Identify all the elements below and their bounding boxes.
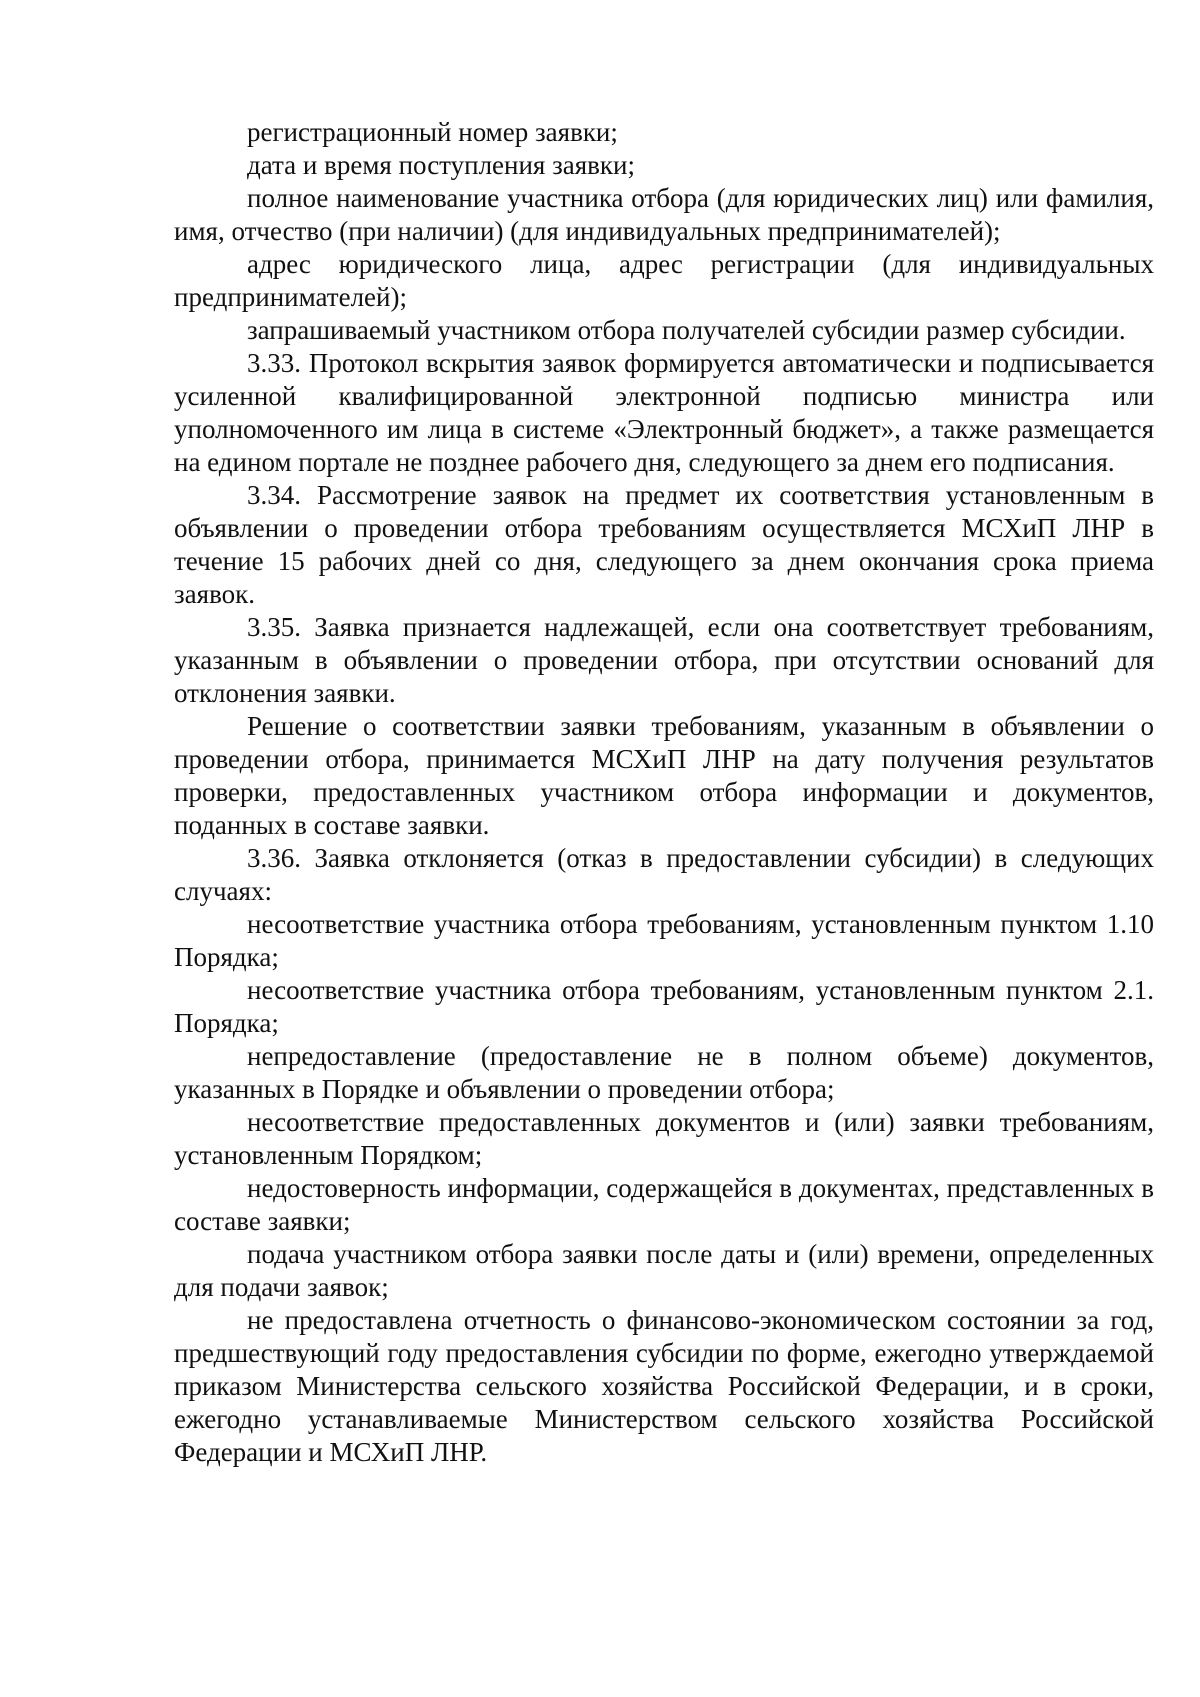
paragraph-mismatch-1-10: несоответствие участника отбора требованиям, установленным пунктом 1.10 Порядка; xyxy=(174,909,1154,972)
paragraph-decision: Решение о соответствии заявки требованиям, указанным в объявлении о проведении отбора, принимается МСХиП ЛНР на дату получения результатов проверки, предоставленных участником отбора информации и документов, поданных в составе заявки. xyxy=(174,711,1154,840)
paragraph-late-submission: подача участником отбора заявки после даты и (или) времени, определенных для подачи заявок; xyxy=(174,1239,1154,1302)
paragraph-date-time: дата и время поступления заявки; xyxy=(247,150,635,180)
paragraph-documents-missing: непредоставление (предоставление не в полном объеме) документов, указанных в Порядке и объявлении о проведении отбора; xyxy=(174,1041,1154,1104)
paragraph-documents-mismatch: несоответствие предоставленных документов и (или) заявки требованиям, установленным Порядком; xyxy=(174,1107,1154,1170)
paragraph-3-33: 3.33. Протокол вскрытия заявок формируется автоматически и подписывается усиленной квалифицированной электронной подписью министра или уполномоченного им лица в системе «Электронный бюджет», а также размещается на едином портале не позднее рабочего дня, следующего за днем его подписания. xyxy=(174,348,1154,477)
paragraph-requested-amount: запрашиваемый участником отбора получателей субсидии размер субсидии. xyxy=(247,315,1126,345)
paragraph-reporting: не предоставлена отчетность о финансово-экономическом состоянии за год, предшествующий году предоставления субсидии по форме, ежегодно утверждаемой приказом Министерства сельского хозяйства Российской Федерации, и в сроки, ежегодно устанавливаемые Министерством сельского хозяйства Российской Федерации и МСХиП ЛНР. xyxy=(174,1305,1154,1467)
paragraph-mismatch-2-1: несоответствие участника отбора требованиям, установленным пунктом 2.1. Порядка; xyxy=(174,975,1154,1038)
document-page xyxy=(174,116,1154,1469)
paragraph-3-36: 3.36. Заявка отклоняется (отказ в предоставлении субсидии) в следующих случаях: xyxy=(174,843,1154,906)
paragraph-3-35: 3.35. Заявка признается надлежащей, если она соответствует требованиям, указанным в объявлении о проведении отбора, при отсутствии оснований для отклонения заявки. xyxy=(174,612,1154,708)
paragraph-registration-number: регистрационный номер заявки; xyxy=(247,117,618,147)
paragraph-3-34: 3.34. Рассмотрение заявок на предмет их соответствия установленным в объявлении о проведении отбора требованиям осуществляется МСХиП ЛНР в течение 15 рабочих дней со дня, следующего за днем окончания срока приема заявок. xyxy=(174,480,1154,609)
paragraph-address: адрес юридического лица, адрес регистрации (для индивидуальных предпринимателей); xyxy=(174,249,1154,312)
paragraph-full-name: полное наименование участника отбора (для юридических лиц) или фамилия, имя, отчество (при наличии) (для индивидуальных предпринимателей); xyxy=(174,183,1154,246)
paragraph-unreliable-info: недостоверность информации, содержащейся в документах, представленных в составе заявки; xyxy=(174,1173,1154,1236)
